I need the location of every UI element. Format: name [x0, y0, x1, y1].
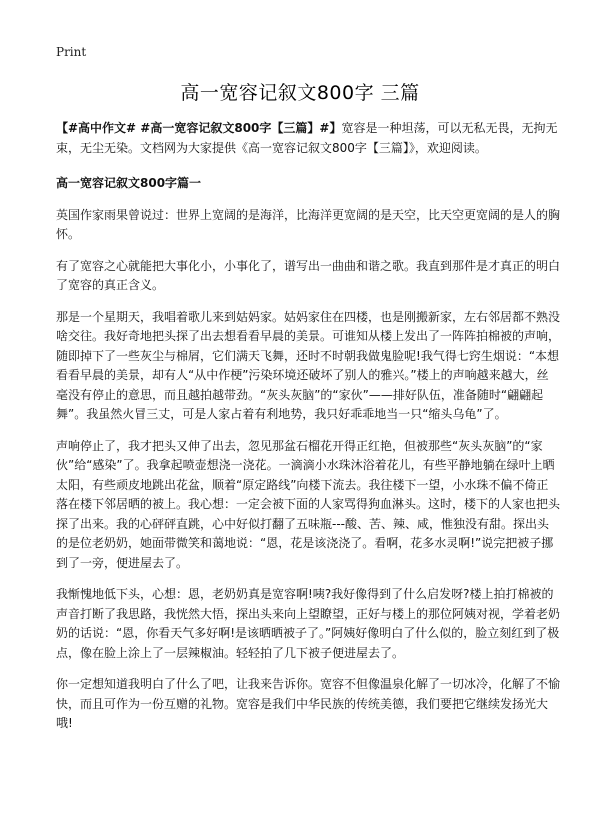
body-paragraph: 英国作家雨果曾说过：世界上宽阔的是海洋，比海洋更宽阔的是天空，比天空更宽阔的是人的胸怀。	[56, 207, 561, 241]
body-paragraph: 那是一个星期天，我唱着歌儿来到姑妈家。姑妈家住在四楼，也是刚搬新家，左右邻居都不熟没啥交往。我好奇地把头探了出去想看看早晨的美景。可谁知从楼上发出了一阵阵拍棉被的声响，随即掉下了一些灰尘与棉屑，它们满天飞舞，还时不时朝我做鬼脸呢!我气得七窍生烟说：“本想看看早晨的美景，却有人“从中作梗”污染环境还破坏了别人的雅兴。”楼上的声响越来越大，丝毫没有停止的意思，而且越拍越带劲。“灰头灰脑”的“家伙”——排好队伍，准备随时“翩翩起舞”。我虽然火冒三丈，可是人家占着有利地势，我只好乖乖地当一只“缩头乌龟”了。	[56, 309, 561, 421]
body-paragraph: 有了宽容之心就能把大事化小，小事化了，谱写出一曲曲和谐之歌。我直到那件是才真正的明白了宽容的真正含义。	[56, 258, 561, 292]
body-paragraph: 声响停止了，我才把头又伸了出去，忽见那盆石榴花开得正红艳，但被那些“灰头灰脑”的“家伙”给“感染”了。我拿起喷壶想浇一浇花。一滴滴小水珠沐浴着花儿，有些平静地躺在绿叶上晒太阳，有些顽皮地跳出花盆，顺着“原定路线”向楼下流去。我往楼下一望，小水珠不偏不倚正落在楼下邻居晒的被上。我心想：一定会被下面的人家骂得狗血淋头。这时，楼下的人家也把头探了出来。我的心砰砰直跳，心中好似打翻了五味瓶---酸、苦、辣、咸，惟独没有甜。探出头的是位老奶奶，她面带微笑和蔼地说：“恩，花是该浇浇了。看啊，花多水灵啊!”说完把被子挪到了一旁，便进屋去了。	[56, 438, 561, 570]
body-paragraph: 你一定想知道我明白了什么了吧，让我来告诉你。宽容不但像温泉化解了一切冰冷，化解了不愉快，而且可作为一份互赠的礼物。宽容是我们中华民族的传统美德，我们要把它继续发扬光大哦!	[56, 677, 561, 730]
print-label[interactable]: Print	[56, 45, 87, 59]
intro-paragraph	[56, 119, 560, 158]
section-heading: 高一宽容记叙文800字篇一	[56, 176, 202, 190]
intro-tags: 【#高中作文# #高一宽容记叙文800字【三篇】#】	[56, 121, 342, 135]
intro-text: 宽容是一种坦荡，可以无私无畏，无拘无束，无尘无染。文档网为大家提供《高一宽容记叙文800字【三篇】》，欢迎阅读。	[56, 121, 558, 155]
page-title: 高一宽容记叙文800字 三篇	[180, 82, 420, 104]
body-paragraph: 我惭愧地低下头，心想：恩，老奶奶真是宽容啊!咦?我好像得到了什么启发呀?楼上拍打棉被的声音打断了我思路，我恍然大悟，探出头来向上望瞭望，正好与楼上的那位阿姨对视，学着老奶奶的话说：“恩，你看天气多好啊!是该晒晒被子了。”阿姨好像明白了什么似的，脸立刻红到了极点，像在脸上涂上了一层辣椒油。轻轻拍了几下被子便进屋去了。	[56, 587, 561, 660]
document-body	[56, 119, 560, 734]
